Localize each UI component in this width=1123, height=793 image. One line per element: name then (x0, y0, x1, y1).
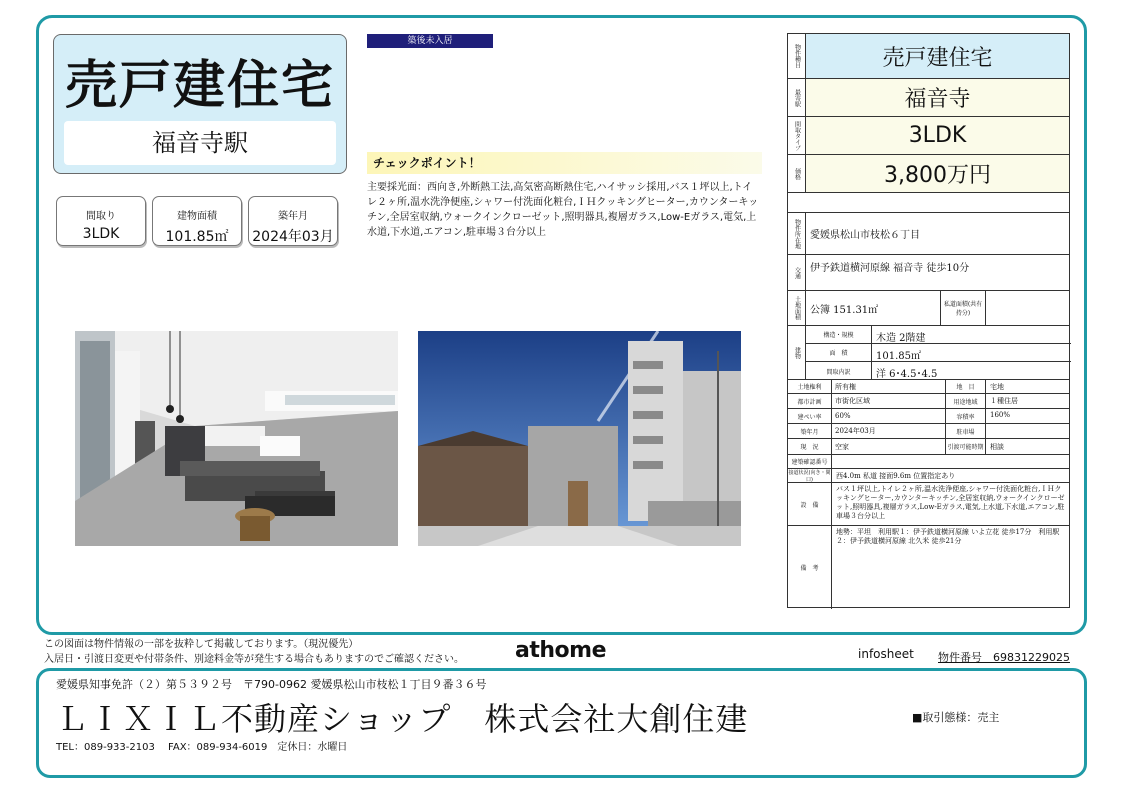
remarks-label: 備 考 (788, 526, 832, 609)
pair-value: １種住居 (990, 397, 1018, 405)
property-number: 物件番号 69831229025 (938, 651, 1070, 664)
spec-label: 間取タイプ (788, 117, 806, 154)
building-subrow (806, 326, 1071, 344)
stat-label: 間取り (86, 211, 116, 222)
pair-label: 容積率 (946, 409, 986, 423)
property-type-title: 売戸建住宅 (64, 56, 335, 116)
building-subrow (806, 344, 1071, 362)
spec-spacer (788, 193, 1069, 213)
confirm-label: 建築確認番号 (788, 455, 832, 468)
building-sub-label: 構造・規模 (806, 326, 872, 343)
license-address: 愛媛県知事免許（２）第５３９２号 〒790-0962 愛媛県松山市枝松１丁目９番３６号 (56, 678, 487, 691)
spec-label: 土地面積 (788, 291, 806, 325)
pair-label: 都市計画 (788, 394, 832, 408)
title-card (53, 34, 347, 174)
road-label: 接道状況(向き・間口) (788, 469, 831, 483)
equipment-label: 設 備 (788, 483, 832, 525)
private-road-label: 私道面積(共有持分) (941, 291, 986, 325)
spec-value-address: 愛媛県松山市枝松６丁目 (810, 230, 920, 241)
stat-value: 2024年03月 (252, 229, 334, 245)
stat-label: 築年月 (278, 211, 308, 222)
pair-label: 引渡可能時期 (946, 439, 986, 454)
station-name: 福音寺駅 (64, 121, 336, 165)
stat-layout (56, 196, 146, 246)
spec-pair-row (788, 409, 1069, 424)
spec-row-equipment (788, 483, 1069, 526)
spec-row-address (788, 213, 1069, 255)
pair-label: 建ぺい率 (788, 409, 832, 423)
pair-value: 相談 (990, 443, 1004, 451)
exterior-photo (418, 331, 741, 546)
spec-pair-row (788, 380, 1069, 394)
athome-logo: athome (515, 638, 606, 663)
checkpoint-body: 主要採光面：西向き,外断熱工法,高気密高断熱住宅,ハイサッシ採用,バス１坪以上,トイレ２ヶ所,温水洗浄便座,シャワー付洗面化粧台,ＩＨクッキングヒーター,カウンターキッチン,全居室収納,ウォークインクローゼット,照明器具,複層ガラス,Low-Eガラス,電気,上水道,下水道,エアコン,駐車場３台分以上 (367, 182, 759, 238)
spec-row-building (788, 326, 1069, 380)
pair-value: 宅地 (990, 383, 1004, 391)
spec-row-land (788, 291, 1069, 326)
interior-photo (75, 331, 398, 546)
road-value: 西4.0m 私道 接面9.6m 位置指定あり (836, 472, 956, 480)
pair-value: 2024年03月 (832, 424, 946, 438)
stat-building-area (152, 196, 242, 246)
building-subrow (806, 362, 1071, 380)
checkpoint-title: チェックポイント！ (367, 152, 762, 174)
spec-row-station (788, 79, 1069, 117)
pair-value: 市街化区域 (832, 394, 946, 408)
disclaimer (44, 637, 464, 667)
pair-value: 空家 (832, 439, 946, 454)
company-name: ＬＩＸＩＬ不動産ショップ 株式会社大創住建 (56, 700, 749, 738)
pair-label: 現 況 (788, 439, 832, 454)
spec-label: 最寄駅 (788, 79, 806, 116)
spec-pair-row (788, 424, 1069, 439)
spec-row-road (788, 469, 1069, 483)
pair-label: 地 目 (946, 380, 986, 393)
pair-label: 用途地域 (946, 394, 986, 408)
pair-label: 築年月 (788, 424, 832, 438)
remarks-value: 地勢：平坦 利用駅１：伊予鉄道横河原線 いよ立花 徒歩17分 利用駅２：伊予鉄道横河原線 北久米 徒歩21分 (836, 528, 1060, 545)
spec-row-type (788, 34, 1069, 79)
spec-value-land: 公簿 151.31㎡ (806, 291, 941, 325)
building-sub-label: 間取内訳 (806, 362, 872, 380)
stat-value: 3LDK (82, 226, 120, 242)
spec-value-station: 福音寺 (806, 79, 1069, 116)
spec-row-confirm (788, 455, 1069, 469)
spec-row-access (788, 255, 1069, 291)
spec-value-type: 売戸建住宅 (806, 34, 1069, 78)
transaction-type: ■取引態様：売主 (912, 711, 1000, 724)
spec-label: 物件種目 (788, 34, 806, 78)
contact-info: TEL：089-933-2103 FAX：089-934-6019 定休日：水曜日 (56, 742, 348, 753)
spec-row-remarks (788, 526, 1069, 609)
building-sub-value: 木造 2階建 (876, 333, 926, 344)
stat-label: 建物面積 (177, 211, 217, 222)
spec-pair-row (788, 394, 1069, 409)
building-sub-label: 面 積 (806, 344, 872, 361)
building-sub-value: 101.85㎡ (876, 351, 921, 362)
pair-label: 駐車場 (946, 424, 986, 438)
infosheet-label: infosheet (858, 647, 914, 661)
spec-panel (787, 33, 1070, 608)
equipment-value: バス１坪以上,トイレ２ヶ所,温水洗浄便座,シャワー付洗面化粧台,ＩＨクッキングヒーター,カウンターキッチン,全居室収納,ウォークインクローゼット,照明器具,複層ガラス,Low-Eガラス,電気,上水道,下水道,エアコン,駐車場３台分以上 (836, 485, 1065, 520)
spec-row-layout (788, 117, 1069, 155)
spec-value-layout: 3LDK (806, 117, 1069, 154)
disclaimer-line: 入居日・引渡日変更や付帯条件、別途料金等が発生する場合もありますのでご確認ください。 (44, 654, 464, 665)
spec-label: 建物 (788, 326, 806, 379)
pair-label: 土地権利 (788, 380, 832, 393)
spec-pair-row (788, 439, 1069, 455)
spec-label: 価格 (788, 155, 806, 192)
building-sub-value: 洋 6･4.5･4.5 (876, 369, 938, 380)
status-badge: 築後未入居 (367, 34, 493, 48)
pair-value: 160% (990, 411, 1011, 419)
spec-label: 物件所在地 (788, 213, 806, 254)
stat-built-date (248, 196, 338, 246)
pair-value: 60% (832, 409, 946, 423)
disclaimer-line: この図面は物件情報の一部を抜粋して掲載しております。（現況優先） (44, 639, 359, 650)
pair-value: 所有権 (832, 380, 946, 393)
spec-label: 交通 (788, 255, 806, 290)
spec-value-access: 伊予鉄道横河原線 福音寺 徒歩10分 (810, 263, 970, 274)
stat-value: 101.85㎡ (165, 229, 229, 245)
spec-row-price (788, 155, 1069, 193)
spec-value-price: 3,800万円 (806, 155, 1069, 192)
